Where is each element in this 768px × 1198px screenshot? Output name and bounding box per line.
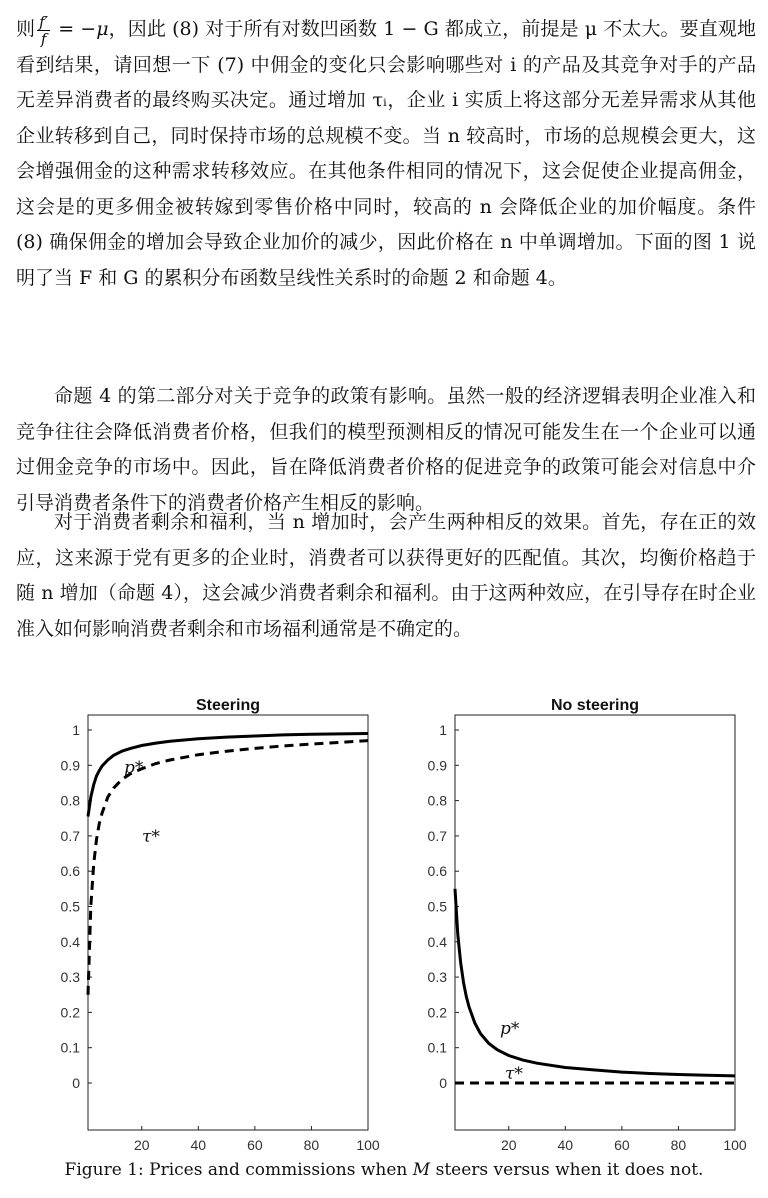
x-tick-label: 40: [557, 1137, 574, 1153]
y-tick-label: 0.1: [60, 1039, 80, 1056]
y-tick-label: 1: [439, 722, 447, 738]
y-tick-label: 0.2: [427, 1004, 447, 1021]
x-tick-label: 100: [356, 1137, 380, 1153]
paragraph-3: 对于消费者剩余和福利，当 n 增加时，会产生两种相反的效果。首先，存在正的效应，这来源于党有更多的企业时，消费者可以获得更好的匹配值。其次，均衡价格趋于随 n 增加（命题 4），这会减少消费者剩余和福利。由于这两种效应，在引导存在时企业准入如何影响消费者剩余和市场福利通常是不确定的。: [16, 511, 756, 640]
y-tick-label: 0.5: [60, 898, 80, 915]
y-tick-label: 0.8: [60, 792, 80, 809]
fraction-f-prime-over-f: [37, 14, 50, 47]
y-tick-label: 0: [72, 1075, 80, 1091]
x-tick-label: 60: [247, 1137, 263, 1153]
y-tick-label: 0.3: [427, 969, 447, 986]
y-tick-label: 0.7: [60, 827, 80, 844]
equals-minus-mu: = −μ: [52, 18, 109, 40]
y-tick-label: 0.2: [60, 1004, 80, 1021]
figure-1: [0, 680, 768, 1160]
caption-variable-m: M: [412, 1160, 431, 1180]
paragraph-1-text: ，因此 (8) 对于所有对数凹函数 1 − G 都成立，前提是 μ 不太大。要直观地看到结果，请回想一下 (7) 中佣金的变化只会影响哪些对 i 的产品及其竞争对手的产品无差异消费者的最终购买决定。通过增加 τᵢ，企业 i 实质上将这部分无差异需求从其他企业转移到自己，同时保持市场的总规模不变。当 n 较高时，市场的总规模会更大，这会增强佣金的这种需求转移效应。在其他条件相同的情况下，这会促使企业提高佣金，这会是的更多佣金被转嫁到零售价格中同时，较高的 n 会降低企业的加价幅度。条件 (8) 确保佣金的增加会导致企业加价的减少，因此价格在 n 中单调增加。下面的图 1 说明了当 F 和 G 的累积分布函数呈线性关系时的命题 2 和命题 4。: [16, 18, 756, 289]
y-tick-label: 0.7: [427, 827, 447, 844]
y-tick-label: 0.1: [427, 1039, 447, 1056]
series-annotation-tau-star-steering: τ*: [142, 827, 160, 847]
x-tick-label: 20: [500, 1137, 517, 1153]
series-p-star-line-no-steering: [455, 889, 735, 1076]
x-tick-label: 40: [190, 1137, 207, 1153]
y-tick-label: 0.8: [427, 792, 447, 809]
fraction-numerator: f′: [39, 12, 49, 31]
x-tick-label: 100: [723, 1137, 747, 1153]
fraction-denominator: f: [40, 29, 47, 48]
paragraph-1-lead: 则: [16, 18, 36, 40]
y-tick-label: 0.4: [427, 933, 447, 950]
y-tick-label: 0.9: [427, 757, 447, 774]
y-tick-label: 0.9: [60, 757, 80, 774]
plot-frame-no-steering: [455, 715, 735, 1130]
series-annotation-tau-star-no-steering: τ*: [505, 1064, 523, 1084]
y-tick-label: 0.4: [60, 933, 80, 950]
x-tick-label: 80: [670, 1137, 687, 1153]
x-tick-label: 80: [303, 1137, 320, 1153]
paragraph-1: [16, 12, 756, 296]
y-tick-label: 0.6: [427, 863, 447, 880]
y-tick-label: 0.5: [427, 898, 447, 915]
caption-suffix: steers versus when it does not.: [430, 1160, 704, 1180]
y-tick-label: 0: [439, 1075, 447, 1091]
series-annotation-p-star-no-steering: p*: [500, 1019, 520, 1039]
y-tick-label: 0.6: [60, 863, 80, 880]
series-annotation-p-star-steering: p*: [124, 758, 144, 778]
chart-title-steering: Steering: [195, 697, 261, 714]
x-tick-label: 60: [614, 1137, 630, 1153]
x-tick-label: 20: [133, 1137, 150, 1153]
y-tick-label: 0.3: [60, 969, 80, 986]
y-tick-label: 1: [72, 722, 80, 738]
series-tau-star-line-steering: [88, 741, 368, 995]
paragraph-2: 命题 4 的第二部分对关于竞争的政策有影响。虽然一般的经济逻辑表明企业准入和竞争往往会降低消费者价格，但我们的模型预测相反的情况可能发生在一个企业可以通过佣金竞争的市场中。因此，旨在降低消费者价格的促进竞争的政策可能会对信息中介引导消费者条件下的消费者价格产生相反的影响。: [16, 385, 756, 514]
caption-prefix: Figure 1: Prices and commissions when: [64, 1160, 413, 1180]
figure-caption: [0, 1160, 768, 1180]
chart-title-no-steering: No steering: [550, 697, 640, 714]
